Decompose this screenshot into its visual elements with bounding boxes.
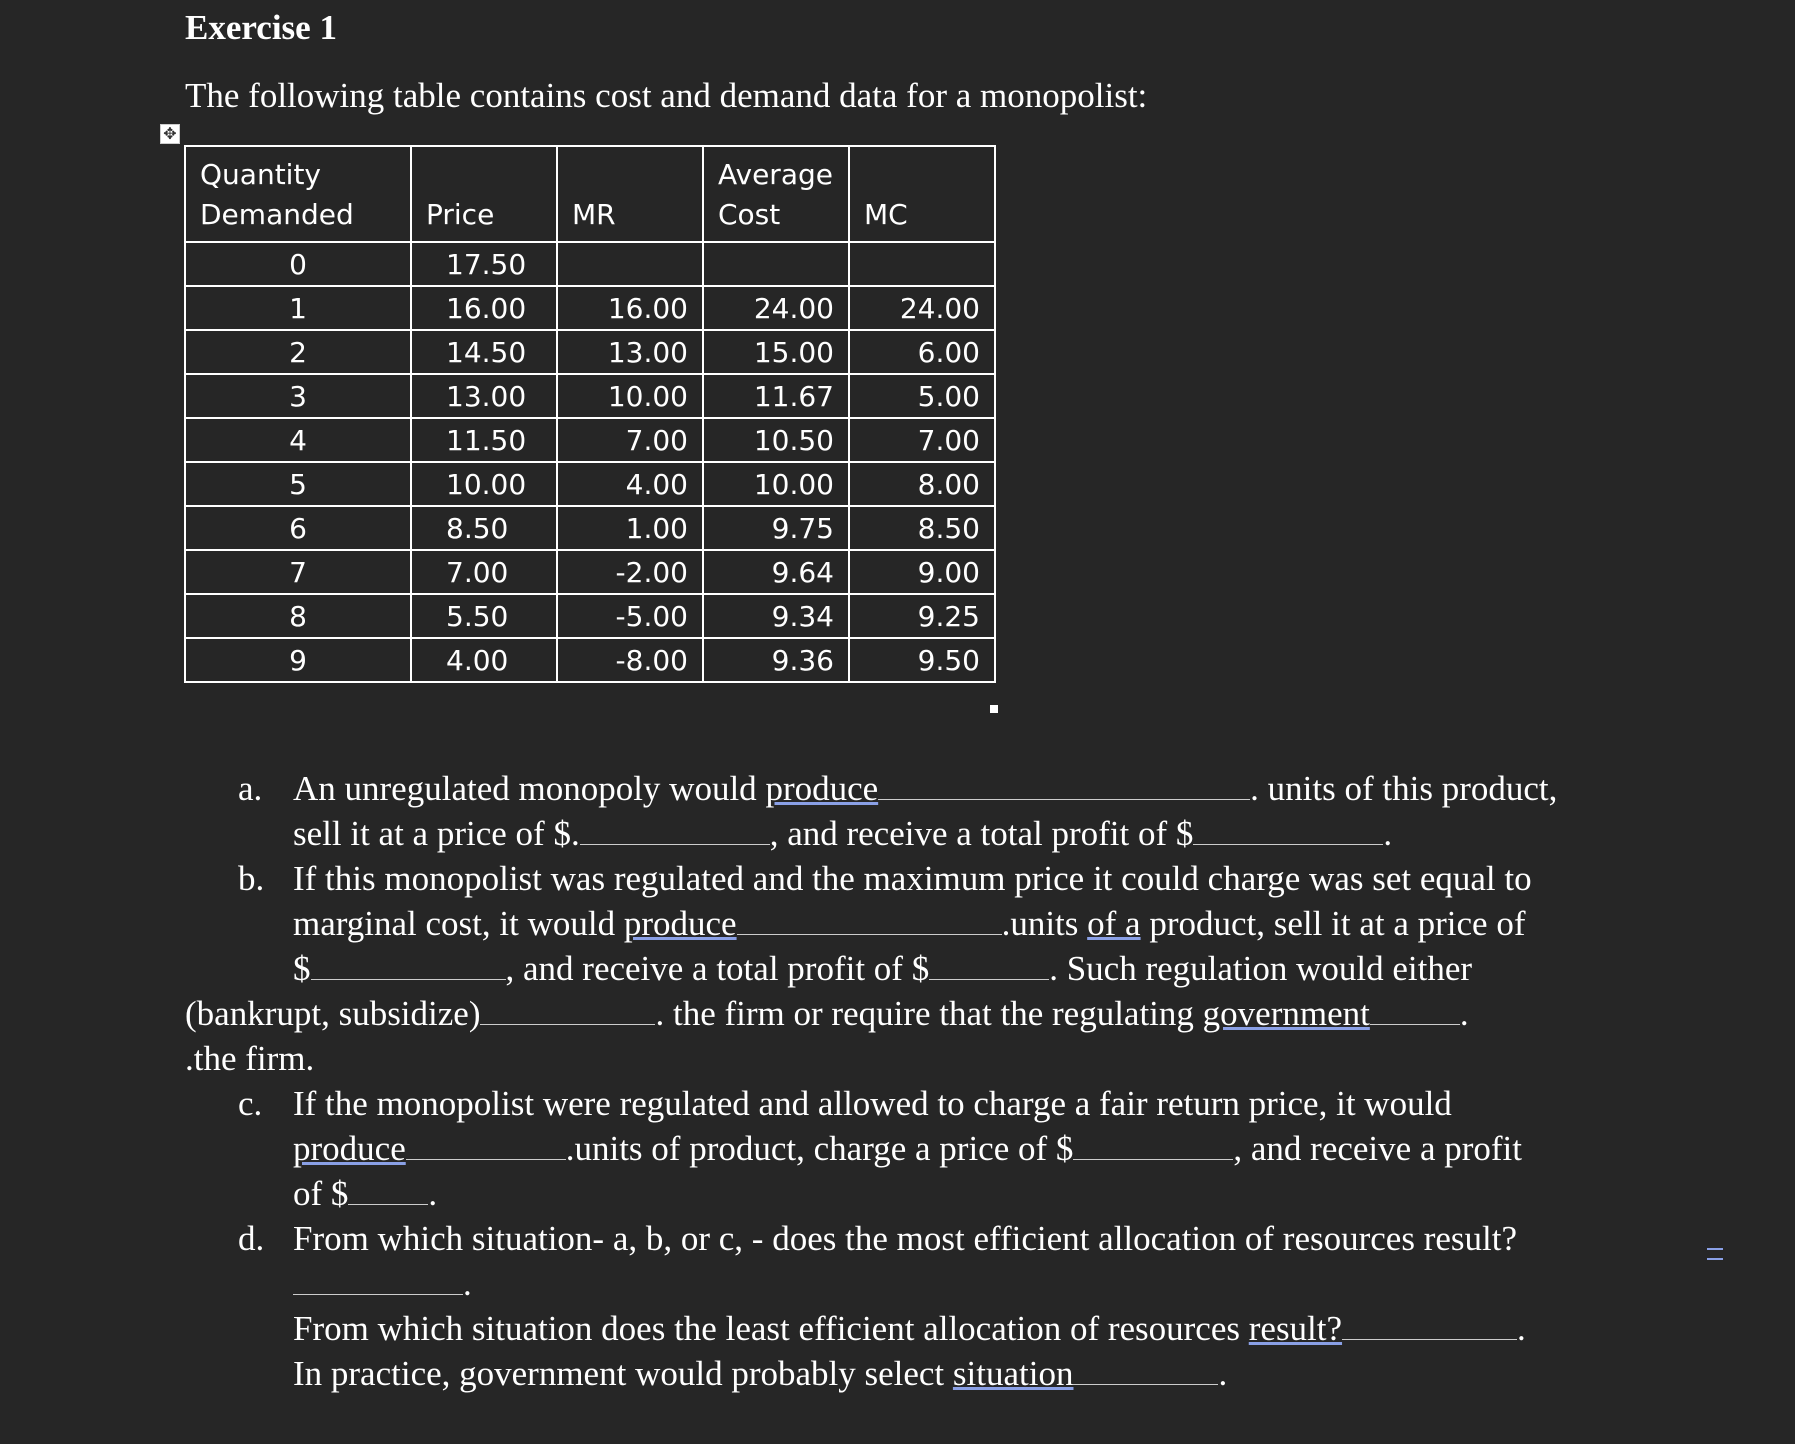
cell-quantity: 1 <box>185 286 411 330</box>
question-b-line4: (bankrupt, subsidize) . the firm or require that the regulating government . <box>185 994 1469 1033</box>
question-d-line1: From which situation- a, b, or c, - does the most efficient allocation of resources result? <box>293 1219 1518 1258</box>
cell-ac: 10.50 <box>703 418 849 462</box>
question-a-line1: An unregulated monopoly would produce . units of this product, <box>293 769 1558 808</box>
exercise-heading: Exercise 1 <box>185 8 337 47</box>
cell-price: 4.00 <box>411 638 557 682</box>
cell-mr: -2.00 <box>557 550 703 594</box>
question-b-line1: If this monopolist was regulated and the maximum price it could charge was set equal to <box>293 859 1532 898</box>
cell-quantity: 4 <box>185 418 411 462</box>
cell-ac: 9.64 <box>703 550 849 594</box>
cell-ac: 11.67 <box>703 374 849 418</box>
cell-mr: 4.00 <box>557 462 703 506</box>
cell-quantity: 9 <box>185 638 411 682</box>
table-row <box>185 506 995 550</box>
header-mc: MC <box>849 146 995 242</box>
cell-mc: 6.00 <box>849 330 995 374</box>
cell-mc: 24.00 <box>849 286 995 330</box>
question-c-line2: produce .units of product, charge a price of $ , and receive a profit <box>293 1129 1522 1168</box>
table-resize-handle[interactable] <box>990 705 998 713</box>
cell-quantity: 8 <box>185 594 411 638</box>
question-c-line3: of $ . <box>293 1174 438 1213</box>
cell-mr: 7.00 <box>557 418 703 462</box>
cell-price: 7.00 <box>411 550 557 594</box>
intro-text: The following table contains cost and demand data for a monopolist: <box>185 76 1148 115</box>
table-row <box>185 638 995 682</box>
label-c: c. <box>238 1084 263 1123</box>
question-a-line2: sell it at a price of $. , and receive a total profit of $ . <box>293 814 1393 853</box>
cell-price: 16.00 <box>411 286 557 330</box>
question-b-line5: .the firm. <box>185 1039 315 1078</box>
cell-mc: 9.25 <box>849 594 995 638</box>
question-b-line3: $ , and receive a total profit of $ . Such regulation would either <box>293 949 1473 988</box>
cell-price: 8.50 <box>411 506 557 550</box>
cell-mr <box>557 242 703 286</box>
label-b: b. <box>238 859 265 898</box>
table-row <box>185 286 995 330</box>
cell-mr: 10.00 <box>557 374 703 418</box>
cost-demand-table <box>184 145 996 683</box>
question-d-line2: . <box>293 1262 472 1307</box>
label-a: a. <box>238 769 263 808</box>
cell-mr: -5.00 <box>557 594 703 638</box>
label-d: d. <box>238 1219 265 1258</box>
cell-ac: 24.00 <box>703 286 849 330</box>
header-price: Price <box>411 146 557 242</box>
cell-mc: 9.50 <box>849 638 995 682</box>
cell-mc: 8.50 <box>849 506 995 550</box>
cell-mr: 13.00 <box>557 330 703 374</box>
header-average-cost: Average Cost <box>703 146 849 242</box>
cell-price: 11.50 <box>411 418 557 462</box>
cell-price: 17.50 <box>411 242 557 286</box>
cell-ac: 9.34 <box>703 594 849 638</box>
header-mr: MR <box>557 146 703 242</box>
cell-mc: 7.00 <box>849 418 995 462</box>
cell-quantity: 6 <box>185 506 411 550</box>
margin-mark-icon <box>1707 1248 1723 1260</box>
table-move-icon[interactable]: ✥ <box>160 124 180 144</box>
table-row <box>185 330 995 374</box>
cell-quantity: 5 <box>185 462 411 506</box>
cell-mc: 5.00 <box>849 374 995 418</box>
cell-quantity: 3 <box>185 374 411 418</box>
question-b-line2: marginal cost, it would produce .units of a product, sell it at a price of <box>293 904 1526 943</box>
cell-price: 14.50 <box>411 330 557 374</box>
table-header-row <box>185 146 995 242</box>
cell-mr: 1.00 <box>557 506 703 550</box>
cell-price: 10.00 <box>411 462 557 506</box>
cell-mr: 16.00 <box>557 286 703 330</box>
cell-ac: 9.36 <box>703 638 849 682</box>
question-c-line1: If the monopolist were regulated and allowed to charge a fair return price, it would <box>293 1084 1452 1123</box>
cell-quantity: 0 <box>185 242 411 286</box>
cell-price: 5.50 <box>411 594 557 638</box>
cell-mc: 8.00 <box>849 462 995 506</box>
cell-ac: 15.00 <box>703 330 849 374</box>
cell-quantity: 7 <box>185 550 411 594</box>
table-row <box>185 550 995 594</box>
cell-mr: -8.00 <box>557 638 703 682</box>
table-row <box>185 594 995 638</box>
cell-price: 13.00 <box>411 374 557 418</box>
cell-ac: 9.75 <box>703 506 849 550</box>
cell-quantity: 2 <box>185 330 411 374</box>
cell-mc: 9.00 <box>849 550 995 594</box>
cell-ac <box>703 242 849 286</box>
table-row <box>185 374 995 418</box>
cell-ac: 10.00 <box>703 462 849 506</box>
table-row <box>185 418 995 462</box>
table-row <box>185 462 995 506</box>
cell-mc <box>849 242 995 286</box>
header-quantity: Quantity Demanded <box>185 146 411 242</box>
table-row <box>185 242 995 286</box>
question-d-line3: From which situation does the least efficient allocation of resources result? . <box>293 1309 1526 1348</box>
question-d-line4: In practice, government would probably select situation . <box>293 1354 1228 1393</box>
